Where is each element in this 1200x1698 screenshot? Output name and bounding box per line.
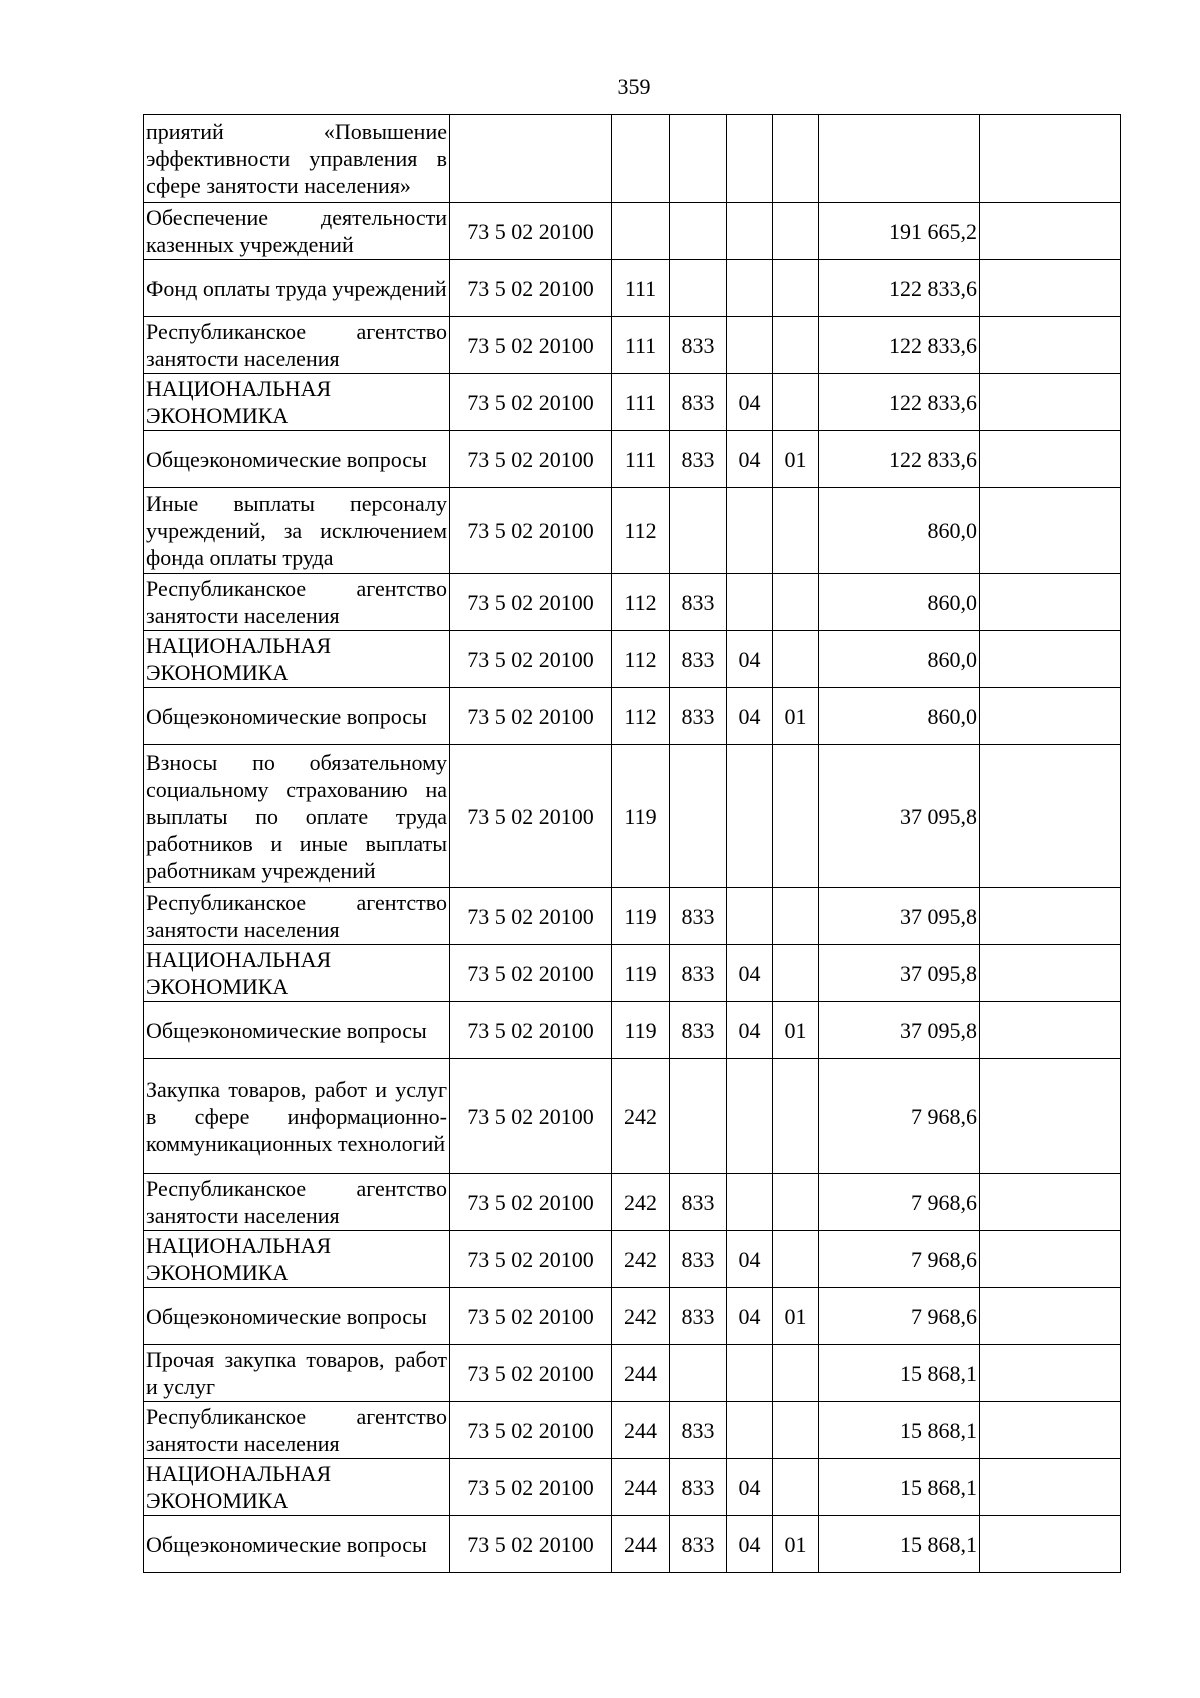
cell-amount: 37 095,8 <box>819 888 980 945</box>
row-name: Общеэкономические вопросы <box>144 688 450 745</box>
row-name: Иные выплаты персоналу учреждений, за исключением фонда оплаты труда <box>144 488 450 574</box>
table-row <box>144 203 1121 260</box>
cell-extra <box>980 1516 1121 1573</box>
cell-extra <box>980 1231 1121 1288</box>
cell-amount: 7 968,6 <box>819 1174 980 1231</box>
cell-amount: 37 095,8 <box>819 745 980 888</box>
table-row <box>144 745 1121 888</box>
cell-extra <box>980 1002 1121 1059</box>
cell-target-article: 73 5 02 20100 <box>450 1174 612 1231</box>
row-name: НАЦИОНАЛЬНАЯ ЭКОНОМИКА <box>144 631 450 688</box>
cell-subsection <box>773 203 819 260</box>
cell-subsection <box>773 374 819 431</box>
cell-amount <box>819 115 980 203</box>
cell-chapter: 833 <box>670 945 727 1002</box>
cell-subsection <box>773 1174 819 1231</box>
table-row <box>144 888 1121 945</box>
cell-amount: 15 868,1 <box>819 1345 980 1402</box>
cell-chapter <box>670 745 727 888</box>
cell-amount: 7 968,6 <box>819 1059 980 1174</box>
table-row <box>144 574 1121 631</box>
cell-target-article: 73 5 02 20100 <box>450 488 612 574</box>
cell-target-article: 73 5 02 20100 <box>450 1231 612 1288</box>
cell-target-article: 73 5 02 20100 <box>450 1288 612 1345</box>
cell-expense-type: 111 <box>612 317 670 374</box>
table-row <box>144 1002 1121 1059</box>
cell-extra <box>980 888 1121 945</box>
cell-subsection <box>773 488 819 574</box>
cell-target-article: 73 5 02 20100 <box>450 260 612 317</box>
cell-subsection: 01 <box>773 1002 819 1059</box>
table-row <box>144 1059 1121 1174</box>
cell-section <box>727 1174 773 1231</box>
cell-target-article: 73 5 02 20100 <box>450 945 612 1002</box>
cell-section <box>727 574 773 631</box>
cell-chapter <box>670 115 727 203</box>
cell-target-article: 73 5 02 20100 <box>450 1459 612 1516</box>
cell-amount: 191 665,2 <box>819 203 980 260</box>
cell-target-article: 73 5 02 20100 <box>450 203 612 260</box>
cell-chapter: 833 <box>670 431 727 488</box>
cell-chapter: 833 <box>670 1402 727 1459</box>
cell-expense-type: 111 <box>612 260 670 317</box>
cell-subsection <box>773 115 819 203</box>
cell-expense-type: 244 <box>612 1345 670 1402</box>
cell-chapter <box>670 1059 727 1174</box>
cell-subsection <box>773 745 819 888</box>
row-name: Общеэкономические вопросы <box>144 431 450 488</box>
cell-target-article: 73 5 02 20100 <box>450 374 612 431</box>
cell-chapter: 833 <box>670 574 727 631</box>
cell-extra <box>980 431 1121 488</box>
cell-subsection: 01 <box>773 1288 819 1345</box>
cell-section <box>727 1059 773 1174</box>
row-name: Республиканское агентство занятости населения <box>144 888 450 945</box>
cell-extra <box>980 1402 1121 1459</box>
cell-target-article: 73 5 02 20100 <box>450 745 612 888</box>
cell-section <box>727 745 773 888</box>
cell-extra <box>980 574 1121 631</box>
cell-section: 04 <box>727 374 773 431</box>
cell-section: 04 <box>727 688 773 745</box>
row-name: Обеспечение деятельности казенных учреждений <box>144 203 450 260</box>
row-name: Республиканское агентство занятости населения <box>144 574 450 631</box>
table-row <box>144 631 1121 688</box>
cell-expense-type: 119 <box>612 945 670 1002</box>
cell-expense-type: 242 <box>612 1231 670 1288</box>
cell-expense-type: 242 <box>612 1059 670 1174</box>
cell-chapter: 833 <box>670 1516 727 1573</box>
cell-subsection: 01 <box>773 688 819 745</box>
row-name: НАЦИОНАЛЬНАЯ ЭКОНОМИКА <box>144 374 450 431</box>
cell-chapter: 833 <box>670 631 727 688</box>
cell-section: 04 <box>727 1288 773 1345</box>
cell-subsection: 01 <box>773 1516 819 1573</box>
cell-amount: 15 868,1 <box>819 1402 980 1459</box>
cell-subsection <box>773 260 819 317</box>
cell-extra <box>980 260 1121 317</box>
cell-target-article: 73 5 02 20100 <box>450 1002 612 1059</box>
cell-expense-type: 119 <box>612 888 670 945</box>
cell-amount: 860,0 <box>819 488 980 574</box>
cell-extra <box>980 488 1121 574</box>
row-name: Республиканское агентство занятости населения <box>144 1402 450 1459</box>
row-name: Прочая закупка товаров, работ и услуг <box>144 1345 450 1402</box>
cell-subsection <box>773 574 819 631</box>
cell-amount: 860,0 <box>819 631 980 688</box>
row-name: приятий «Повышение эффективности управления в сфере занятости населения» <box>144 115 450 203</box>
row-name: Республиканское агентство занятости населения <box>144 317 450 374</box>
cell-target-article: 73 5 02 20100 <box>450 1516 612 1573</box>
row-name: НАЦИОНАЛЬНАЯ ЭКОНОМИКА <box>144 1231 450 1288</box>
row-name: Взносы по обязательному социальному страхованию на выплаты по оплате труда работников и иные выплаты работникам учреждений <box>144 745 450 888</box>
table-row <box>144 1231 1121 1288</box>
cell-subsection <box>773 888 819 945</box>
cell-subsection <box>773 1459 819 1516</box>
cell-chapter: 833 <box>670 374 727 431</box>
cell-target-article: 73 5 02 20100 <box>450 631 612 688</box>
cell-amount: 860,0 <box>819 688 980 745</box>
cell-target-article: 73 5 02 20100 <box>450 888 612 945</box>
cell-expense-type: 112 <box>612 488 670 574</box>
cell-expense-type <box>612 203 670 260</box>
cell-amount: 7 968,6 <box>819 1288 980 1345</box>
cell-amount: 860,0 <box>819 574 980 631</box>
cell-section <box>727 317 773 374</box>
cell-target-article: 73 5 02 20100 <box>450 574 612 631</box>
table-row <box>144 1402 1121 1459</box>
cell-subsection: 01 <box>773 431 819 488</box>
cell-expense-type: 119 <box>612 1002 670 1059</box>
row-name: НАЦИОНАЛЬНАЯ ЭКОНОМИКА <box>144 1459 450 1516</box>
cell-expense-type: 244 <box>612 1516 670 1573</box>
table-row <box>144 1288 1121 1345</box>
row-name: Общеэкономические вопросы <box>144 1288 450 1345</box>
cell-chapter: 833 <box>670 1002 727 1059</box>
table-row <box>144 688 1121 745</box>
table-row <box>144 260 1121 317</box>
cell-amount: 15 868,1 <box>819 1516 980 1573</box>
cell-chapter <box>670 1345 727 1402</box>
cell-expense-type: 112 <box>612 574 670 631</box>
cell-extra <box>980 1174 1121 1231</box>
row-name: Республиканское агентство занятости населения <box>144 1174 450 1231</box>
cell-subsection <box>773 1345 819 1402</box>
cell-extra <box>980 1345 1121 1402</box>
cell-section: 04 <box>727 1516 773 1573</box>
cell-extra <box>980 203 1121 260</box>
cell-section <box>727 260 773 317</box>
cell-chapter <box>670 203 727 260</box>
cell-section: 04 <box>727 1459 773 1516</box>
cell-amount: 122 833,6 <box>819 431 980 488</box>
cell-amount: 37 095,8 <box>819 1002 980 1059</box>
cell-expense-type: 119 <box>612 745 670 888</box>
cell-extra <box>980 688 1121 745</box>
table-row <box>144 374 1121 431</box>
cell-section: 04 <box>727 945 773 1002</box>
cell-section: 04 <box>727 1002 773 1059</box>
cell-target-article: 73 5 02 20100 <box>450 1059 612 1174</box>
cell-expense-type: 242 <box>612 1288 670 1345</box>
cell-extra <box>980 1459 1121 1516</box>
table-row <box>144 115 1121 203</box>
cell-subsection <box>773 317 819 374</box>
cell-amount: 122 833,6 <box>819 317 980 374</box>
table-row <box>144 317 1121 374</box>
cell-subsection <box>773 1059 819 1174</box>
cell-extra <box>980 1288 1121 1345</box>
cell-extra <box>980 945 1121 1002</box>
cell-expense-type: 112 <box>612 631 670 688</box>
cell-section: 04 <box>727 431 773 488</box>
table-row <box>144 1459 1121 1516</box>
cell-amount: 37 095,8 <box>819 945 980 1002</box>
cell-section <box>727 888 773 945</box>
cell-expense-type: 111 <box>612 431 670 488</box>
cell-chapter: 833 <box>670 1174 727 1231</box>
cell-section <box>727 203 773 260</box>
cell-amount: 122 833,6 <box>819 374 980 431</box>
table-row <box>144 1516 1121 1573</box>
cell-extra <box>980 374 1121 431</box>
cell-section <box>727 488 773 574</box>
table-row <box>144 1345 1121 1402</box>
row-name: Закупка товаров, работ и услуг в сфере информационно-коммуникационных технологий <box>144 1059 450 1174</box>
cell-extra <box>980 1059 1121 1174</box>
cell-chapter: 833 <box>670 1231 727 1288</box>
row-name: Общеэкономические вопросы <box>144 1516 450 1573</box>
cell-amount: 122 833,6 <box>819 260 980 317</box>
budget-table <box>143 114 1121 1573</box>
table-row <box>144 431 1121 488</box>
cell-subsection <box>773 631 819 688</box>
cell-chapter <box>670 260 727 317</box>
cell-extra <box>980 745 1121 888</box>
cell-amount: 7 968,6 <box>819 1231 980 1288</box>
cell-target-article: 73 5 02 20100 <box>450 1402 612 1459</box>
cell-chapter: 833 <box>670 688 727 745</box>
table-row <box>144 945 1121 1002</box>
cell-chapter <box>670 488 727 574</box>
cell-subsection <box>773 945 819 1002</box>
table-row <box>144 488 1121 574</box>
cell-chapter: 833 <box>670 1459 727 1516</box>
cell-expense-type: 244 <box>612 1459 670 1516</box>
cell-extra <box>980 631 1121 688</box>
cell-target-article: 73 5 02 20100 <box>450 1345 612 1402</box>
cell-extra <box>980 115 1121 203</box>
cell-expense-type: 111 <box>612 374 670 431</box>
cell-expense-type: 242 <box>612 1174 670 1231</box>
cell-chapter: 833 <box>670 888 727 945</box>
cell-section: 04 <box>727 1231 773 1288</box>
cell-expense-type: 244 <box>612 1402 670 1459</box>
cell-expense-type <box>612 115 670 203</box>
cell-chapter: 833 <box>670 1288 727 1345</box>
cell-section: 04 <box>727 631 773 688</box>
table-body <box>144 115 1121 1573</box>
cell-section <box>727 115 773 203</box>
cell-extra <box>980 317 1121 374</box>
cell-target-article <box>450 115 612 203</box>
row-name: Фонд оплаты труда учреждений <box>144 260 450 317</box>
cell-section <box>727 1345 773 1402</box>
cell-target-article: 73 5 02 20100 <box>450 317 612 374</box>
cell-target-article: 73 5 02 20100 <box>450 431 612 488</box>
cell-target-article: 73 5 02 20100 <box>450 688 612 745</box>
cell-chapter: 833 <box>670 317 727 374</box>
cell-subsection <box>773 1402 819 1459</box>
table-row <box>144 1174 1121 1231</box>
cell-expense-type: 112 <box>612 688 670 745</box>
cell-subsection <box>773 1231 819 1288</box>
row-name: НАЦИОНАЛЬНАЯ ЭКОНОМИКА <box>144 945 450 1002</box>
row-name: Общеэкономические вопросы <box>144 1002 450 1059</box>
cell-amount: 15 868,1 <box>819 1459 980 1516</box>
cell-section <box>727 1402 773 1459</box>
page-number: 359 <box>617 74 651 99</box>
